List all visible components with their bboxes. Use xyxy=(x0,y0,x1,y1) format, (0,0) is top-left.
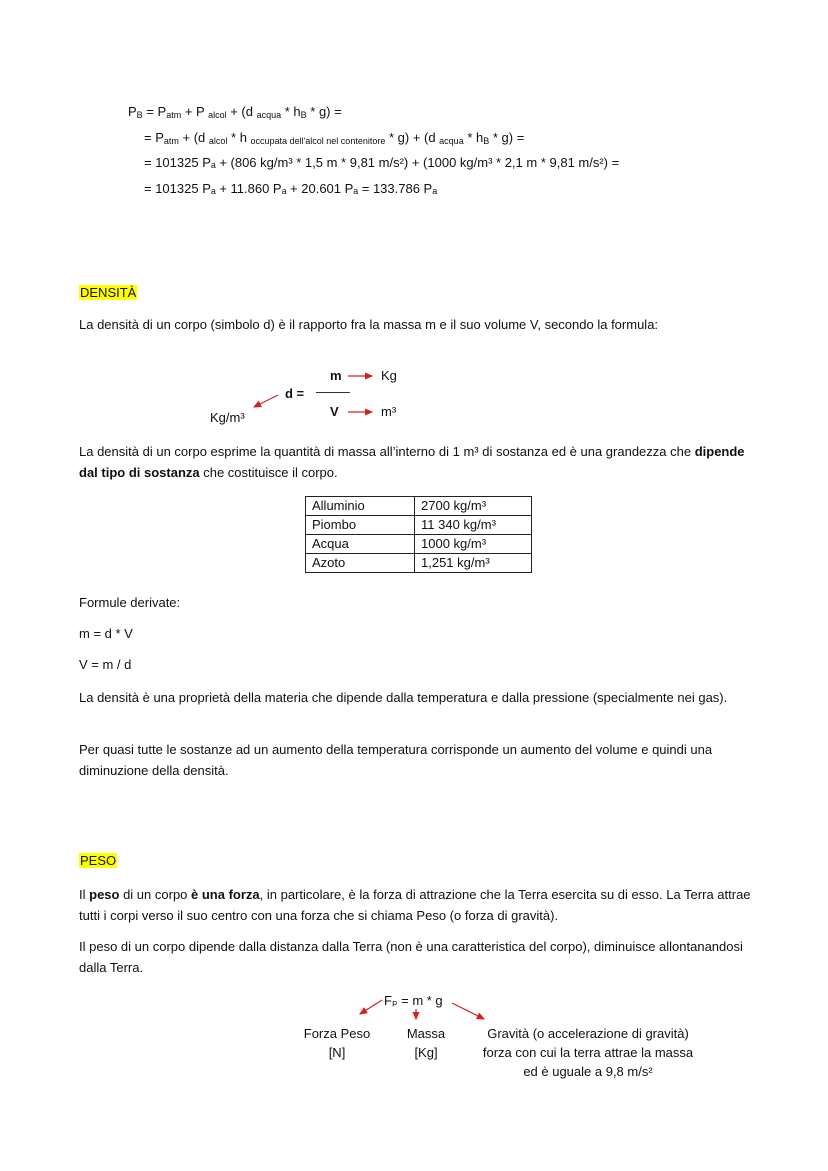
force-unit: [N] xyxy=(328,1045,346,1060)
gravity-desc-2: ed è uguale a 9,8 m/s² xyxy=(523,1064,653,1079)
weight-heading-text: PESO xyxy=(80,853,117,868)
sub-b: B xyxy=(483,136,490,146)
pressure-line-4: = 101325 Pₐ + 11.860 Pₐ + 20.601 Pₐ = 133.786 Pₐ xyxy=(144,181,438,196)
table-row xyxy=(306,516,532,535)
weight-text: Il xyxy=(79,887,90,902)
table-row xyxy=(306,554,532,573)
density-temperature: Per quasi tutte le sostanze ad un aumento della temperatura corrisponde un aumento del volume e quindi una diminuzione della densità. xyxy=(79,742,713,778)
table-cell-value: 2700 kg/m³ xyxy=(415,497,532,516)
eq-part: * h xyxy=(227,130,251,145)
force-label xyxy=(296,1024,378,1062)
formula-denominator-unit: m³ xyxy=(381,404,397,419)
gravity-label-text: Gravità (o accelerazione di gravità) xyxy=(487,1026,689,1041)
weight-bold: è una forza xyxy=(191,887,260,902)
eq-part: * g) = xyxy=(306,104,342,119)
density-explain-bold: dipende dal tipo di sostanza xyxy=(79,444,745,480)
weight-distance: Il peso di un corpo dipende dalla distanza dalla Terra (non è una caratteristica del corpo), diminuisce allontanandosi dalla Terra. xyxy=(79,939,743,975)
weight-text: , in particolare, è la forza di attrazione che la Terra esercita su di esso. La Terra attrae tutti i corpi verso il suo centro con una forza che si chiama Peso (o forza di gravità). xyxy=(79,887,751,923)
table-cell-substance: Azoto xyxy=(306,554,415,573)
derived-formulas-title: Formule derivate: xyxy=(79,595,181,610)
density-property: La densità è una proprietà della materia che dipende dalla temperatura e dalla pressione (specialmente nei gas). xyxy=(79,690,728,705)
derived-formula-mass: m = d * V xyxy=(79,626,133,641)
eq-part: + (d xyxy=(226,104,257,119)
density-explain-text: che costituisce il corpo. xyxy=(199,465,338,480)
formula-numerator-unit: Kg xyxy=(381,368,397,383)
density-table xyxy=(305,496,532,573)
table-cell-substance: Alluminio xyxy=(306,497,415,516)
eq-part: = P xyxy=(142,104,167,119)
gravity-label xyxy=(468,1024,708,1081)
pressure-line-3: = 101325 Pₐ + (806 kg/m³ * 1,5 m * 9,81 m/s²) + (1000 kg/m³ * 2,1 m * 9,81 m/s²) = xyxy=(144,155,620,170)
density-intro: La densità di un corpo (simbolo d) è il rapporto fra la massa m e il suo volume V, secondo la formula: xyxy=(79,317,659,332)
sub-b: B xyxy=(136,110,143,120)
density-explain-text: La densità di un corpo esprime la quantità di massa all’interno di 1 m³ di sostanza ed è una grandezza che xyxy=(79,444,695,459)
sub-acqua: acqua xyxy=(256,110,282,120)
weight-text: di un corpo xyxy=(119,887,192,902)
sub-atm: atm xyxy=(163,136,179,146)
table-cell-substance: Acqua xyxy=(306,535,415,554)
sub-alcol: alcol xyxy=(208,110,227,120)
weight-definition xyxy=(79,884,759,926)
pressure-line-1-lhs: P xyxy=(128,104,137,119)
table-row xyxy=(306,497,532,516)
sub-occupata: occupata dell'alcol nel contenitore xyxy=(250,136,386,146)
sub-alcol: alcol xyxy=(208,136,228,146)
eq-part: + (d xyxy=(178,130,209,145)
formula-result-unit: Kg/m³ xyxy=(210,410,245,425)
density-explanation xyxy=(79,441,759,483)
eq-part: * h xyxy=(281,104,301,119)
sub-atm: atm xyxy=(166,110,182,120)
formula-denominator: V xyxy=(330,404,339,419)
sub-acqua: acqua xyxy=(439,136,464,146)
eq-part: * h xyxy=(463,130,484,145)
eq-part: + P xyxy=(181,104,209,119)
weight-heading xyxy=(79,853,117,868)
table-cell-value: 11 340 kg/m³ xyxy=(415,516,532,535)
table-cell-value: 1,251 kg/m³ xyxy=(415,554,532,573)
eq-part: * g) + (d xyxy=(385,130,440,145)
table-cell-value: 1000 kg/m³ xyxy=(415,535,532,554)
mass-label xyxy=(396,1024,456,1062)
table-cell-substance: Piombo xyxy=(306,516,415,535)
gravity-desc-1: forza con cui la terra attrae la massa xyxy=(482,1045,694,1060)
mass-label-text: Massa xyxy=(406,1026,446,1041)
derived-formula-volume: V = m / d xyxy=(79,657,132,672)
eq-part: = P xyxy=(144,130,164,145)
density-heading-text: DENSITÀ xyxy=(80,285,137,300)
eq-part: * g) = xyxy=(489,130,525,145)
force-label-text: Forza Peso xyxy=(303,1026,371,1041)
sub-b: B xyxy=(300,110,307,120)
formula-numerator: m xyxy=(330,368,342,383)
weight-bold: peso xyxy=(89,887,120,902)
weight-formula: Fₚ = m * g xyxy=(384,993,443,1008)
formula-lhs: d = xyxy=(285,386,305,401)
mass-unit: [Kg] xyxy=(414,1045,438,1060)
table-row xyxy=(306,535,532,554)
